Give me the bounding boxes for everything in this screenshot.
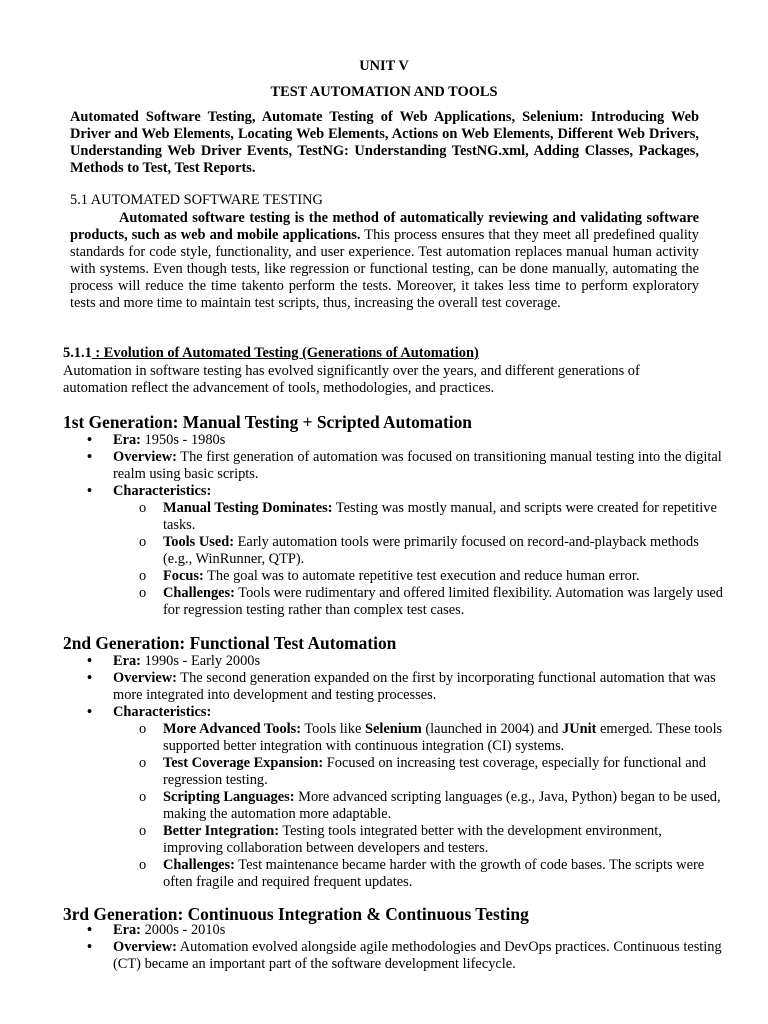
gen1-era (63, 432, 723, 449)
list-item (113, 789, 723, 823)
overview-label: Overview: (113, 939, 177, 955)
gen3-list (63, 922, 723, 973)
era-value: 1990s - Early 2000s (140, 653, 261, 669)
item-text: Testing tools integrated better with the development environment, improving collaboration between developers and testers. (163, 823, 662, 856)
section-paragraph (70, 210, 699, 312)
list-item (113, 534, 723, 568)
section-lead-text: Automated software testing is the method of automatically reviewing and validating software products, such as web and mobile applications. (70, 210, 699, 243)
list-item (113, 721, 723, 755)
junit-term: JUnit (562, 721, 597, 737)
gen3-heading: 3rd Generation: Continuous Integration & Continuous Testing (63, 904, 529, 924)
item-text: Test maintenance became harder with the growth of code bases. The scripts were often fragile and required frequent updates. (163, 857, 705, 890)
era-label: Era: (113, 432, 141, 448)
subsection-heading (63, 345, 479, 362)
era-value: 1950s - 1980s (140, 432, 226, 448)
subsection-title: : Evolution of Automated Testing (Generations of Automation) (91, 345, 479, 361)
gen2-list (63, 653, 723, 891)
list-item (113, 500, 723, 534)
gen2-era (63, 653, 723, 670)
item-text: Tools were rudimentary and offered limited flexibility. Automation was largely used for regression testing rather than complex test cases. (163, 585, 723, 618)
page-title: TEST AUTOMATION AND TOOLS (270, 84, 498, 100)
gen1-list (63, 432, 723, 619)
item-label: Challenges: (163, 585, 235, 601)
item-text: The goal was to automate repetitive test execution and reduce human error. (203, 568, 640, 584)
gen1-overview (63, 449, 723, 483)
overview-label: Overview: (113, 670, 177, 686)
gen2-overview (63, 670, 723, 704)
subsection-number: 5.1.1 (63, 345, 92, 361)
item-text: More advanced scripting languages (e.g., Java, Python) began to be used, making the automation more adaptable. (163, 789, 721, 822)
overview-text: The first generation of automation was focused on transitioning manual testing into the digital realm using basic scripts. (113, 449, 722, 482)
section-heading: 5.1 AUTOMATED SOFTWARE TESTING (70, 192, 323, 208)
overview-text: Automation evolved alongside agile methodologies and DevOps practices. Continuous testing (CT) became an important part of the software development lifecycle. (113, 939, 722, 972)
item-label: Manual Testing Dominates: (163, 500, 333, 516)
item-label: Challenges: (163, 857, 235, 873)
list-item (113, 857, 723, 891)
gen1-characteristics-list (113, 500, 723, 619)
gen3-overview (63, 939, 723, 973)
overview-text: The second generation expanded on the first by incorporating functional automation that was more integrated into development and testing processes. (113, 670, 716, 703)
era-value: 2000s - 2010s (140, 922, 226, 938)
characteristics-label: Characteristics: (113, 483, 212, 499)
gen1-characteristics (63, 483, 723, 619)
item-label: Focus: (163, 568, 204, 584)
item-text: (launched in 2004) and (421, 721, 563, 737)
gen1-heading: 1st Generation: Manual Testing + Scripted Automation (63, 412, 472, 432)
subsection-paragraph: Automation in software testing has evolved significantly over the years, and different generations of automation reflect the advancement of tools, methodologies, and practices. (63, 363, 640, 396)
item-label: Tools Used: (163, 534, 235, 550)
era-label: Era: (113, 653, 141, 669)
list-item (113, 755, 723, 789)
item-text: Tools like (301, 721, 365, 737)
selenium-term: Selenium (364, 721, 422, 737)
characteristics-label: Characteristics: (113, 704, 212, 720)
item-label: Test Coverage Expansion: (163, 755, 324, 771)
era-label: Era: (113, 922, 141, 938)
list-item (113, 823, 723, 857)
unit-heading: UNIT V (359, 58, 409, 74)
item-text: Early automation tools were primarily focused on record-and-playback methods (e.g., WinRunner, QTP). (163, 534, 699, 567)
item-text: Focused on increasing test coverage, especially for functional and regression testing. (163, 755, 707, 788)
list-item (113, 585, 723, 619)
item-label: More Advanced Tools: (163, 721, 302, 737)
item-label: Better Integration: (163, 823, 280, 839)
item-label: Scripting Languages: (163, 789, 295, 805)
gen2-characteristics-list (113, 721, 723, 891)
item-text: emerged. These tools supported better integration with continuous integration (CI) systems. (163, 721, 723, 754)
unit-topics-paragraph: Automated Software Testing, Automate Testing of Web Applications, Selenium: Introducing Web Driver and Web Elements, Locating Web Elements, Actions on Web Elements, Different Web Drivers, Understanding Web Driver Events, TestNG: Understanding TestNG.xml, Adding Classes, Packages, Methods to Test, Test Reports. (70, 109, 699, 176)
item-text: Testing was mostly manual, and scripts were created for repetitive tasks. (163, 500, 717, 533)
list-item (113, 568, 723, 585)
gen2-characteristics (63, 704, 723, 891)
gen2-heading: 2nd Generation: Functional Test Automation (63, 633, 397, 653)
section-body-text: This process ensures that they meet all predefined quality standards for code style, functionality, and user experience. Test automation replaces manual human activity with systems. Even though tests, like regression or functional testing, can be done manually, automating the process will reduce the time takento perform the tests. Moreover, it takes less time to perform exploratory tests and more time to maintain test scripts, thus, increasing the overall test coverage. (70, 227, 700, 311)
overview-label: Overview: (113, 449, 177, 465)
gen3-era (63, 922, 723, 939)
